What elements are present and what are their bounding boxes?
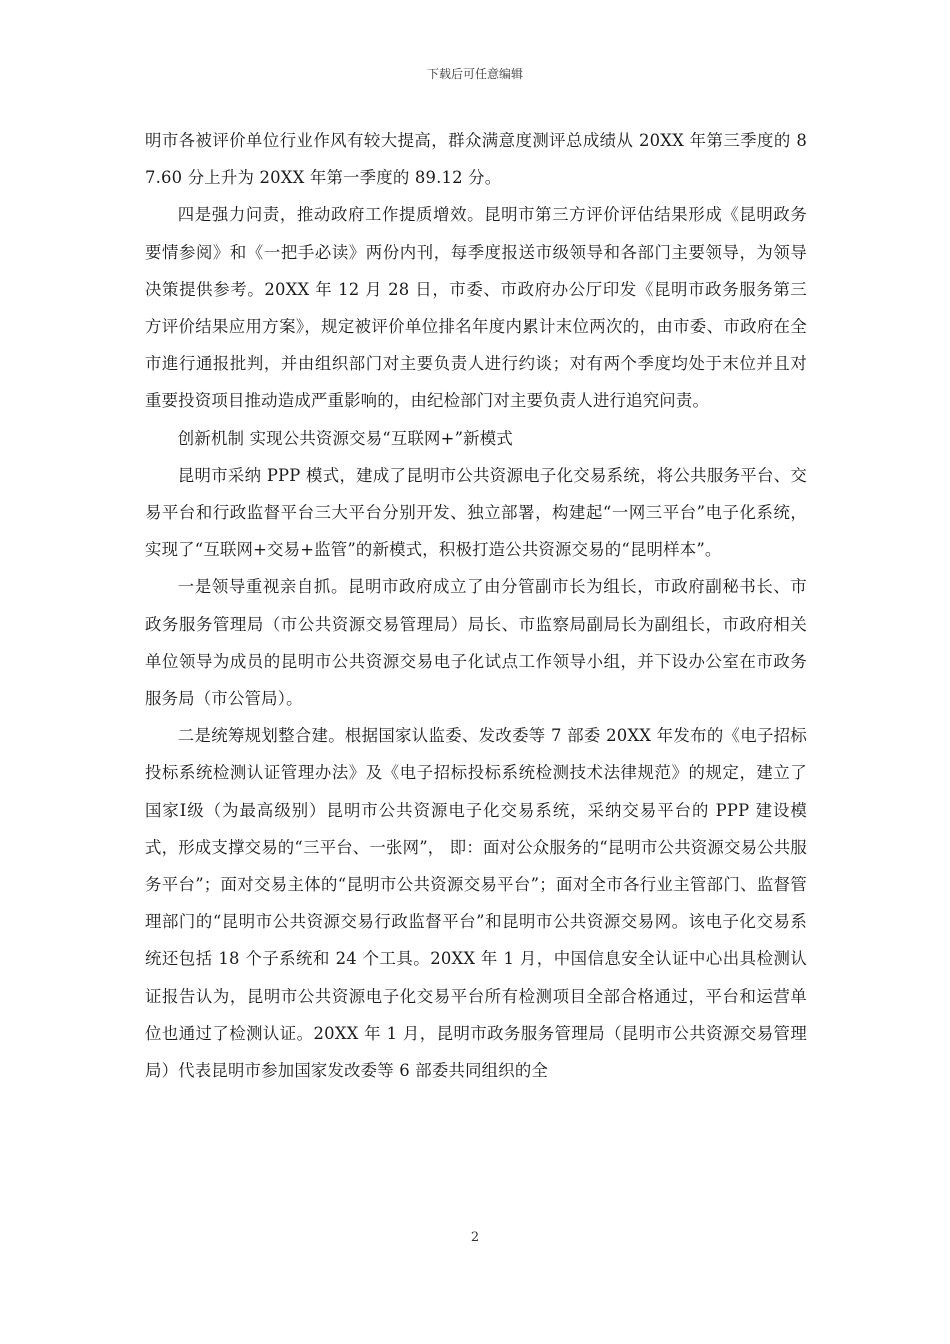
paragraph-4: 一是领导重视亲自抓。昆明市政府成立了由分管副市长为组长，市政府副秘书长、市政务服务管理局（市公共资源交易管理局）局长、市监察局副局长为副组长，市政府相关单位领导为成员的昆明市公共资源交易电子化试点工作领导小组，并下设办公室在市政务服务局（市公管局）。 [145, 577, 807, 709]
paragraph-3: 昆明市采纳 PPP 模式，建成了昆明市公共资源电子化交易系统，将公共服务平台、交易平台和行政监督平台三大平台分别开发、独立部署，构建起“一网三平台”电子化系统，实现了“互联网+交易+监管”的新模式，积极打造公共资源交易的“昆明样本”。 [145, 465, 807, 560]
page-number: 2 [470, 1230, 480, 1245]
paragraph-2: 四是强力问责，推动政府工作提质增效。昆明市第三方评价评估结果形成《昆明政务要情参阅》和《一把手必读》两份内刊，每季度报送市级领导和各部门主要领导，为领导决策提供参考。20XX 年 12 月 28 日，市委、市政府办公厅印发《昆明市政务服务第三方评价结果应用方案》，规定被评价单位排名年度内累计末位两次的，由市委、市政府在全市進行通报批判，并由组织部门对主要负责人进行约谈；对有两个季度均处于末位并且对重要投资项目推动造成严重影响的，由纪检部门对主要负责人进行追究问责。 [145, 205, 807, 411]
page-header: 下载后可任意编辑 [426, 67, 523, 81]
paragraph-1: 明市各被评价单位行业作风有较大提高，群众满意度测评总成绩从 20XX 年第三季度的 87.60 分上升为 20XX 年第一季度的 89.12 分。 [145, 131, 807, 188]
document-body [145, 122, 807, 1089]
paragraph-5: 二是统筹规划整合建。根据国家认监委、发改委等 7 部委 20XX 年发布的《电子招标投标系统检测认证管理办法》及《电子招标投标系统检测技术法律规范》的规定，建立了国家Ⅰ级（为最高级别）昆明市公共资源电子化交易系统，采纳交易平台的 PPP 建设模式，形成支撑交易的“三平台、一张网”， 即：面对公众服务的“昆明市公共资源交易公共服务平台”；面对交易主体的“昆明市公共资源交易平台”；面对全市各行业主管部门、监督管理部门的“昆明市公共资源交易行政监督平台”和昆明市公共资源交易网。该电子化交易系统还包括 18 个子系统和 24 个工具。20XX 年 1 月，中国信息安全认证中心出具检测认证报告认为，昆明市公共资源电子化交易平台所有检测项目全部合格通过，平台和运营单位也通过了检测认证。20XX 年 1 月，昆明市政务服务管理局（昆明市公共资源交易管理局）代表昆明市参加国家发改委等 6 部委共同组织的全 [145, 726, 807, 1081]
section-heading: 创新机制 实现公共资源交易“互联网+”新模式 [177, 428, 513, 448]
